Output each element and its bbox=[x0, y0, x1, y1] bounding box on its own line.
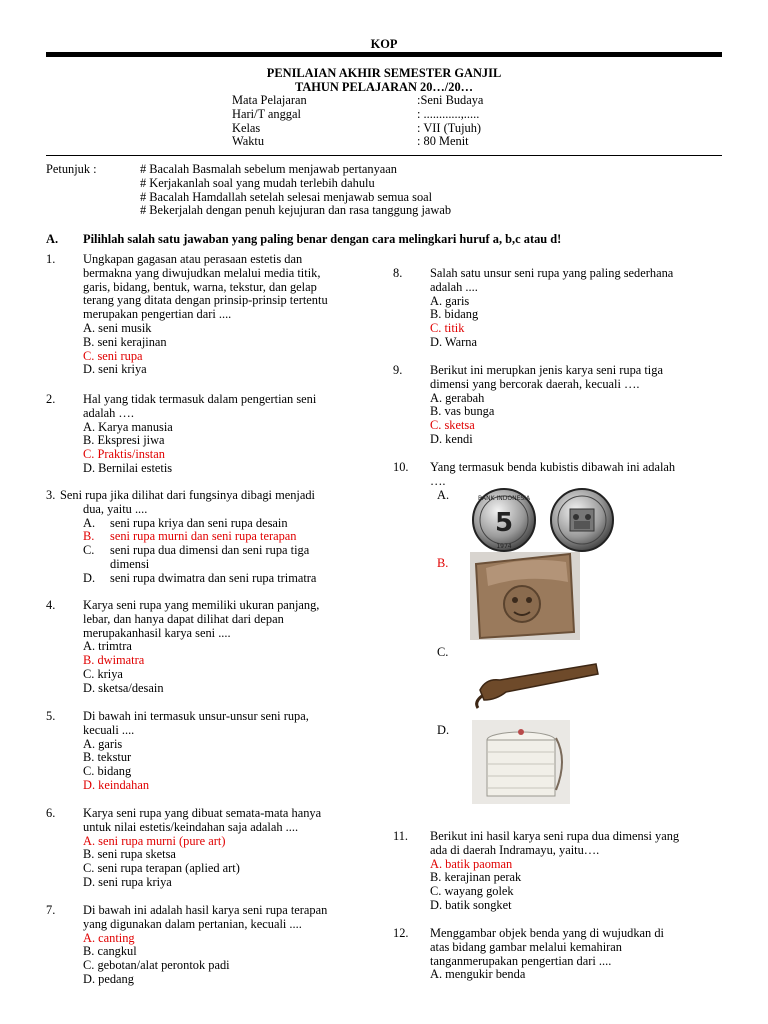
answer-option: B. kerajinan perak bbox=[430, 870, 522, 885]
question-stem-line: kecuali .... bbox=[83, 722, 135, 737]
answer-option: D. kendi bbox=[430, 432, 473, 446]
answer-option-letter: C. bbox=[83, 543, 95, 558]
coins-image bbox=[470, 487, 630, 553]
question-stem-line: Berikut ini merupkan jenis karya seni rupa tiga bbox=[430, 363, 663, 377]
answer-option: D. keindahan bbox=[83, 778, 150, 792]
answer-option: D. Bernilai estetis bbox=[83, 461, 173, 475]
question-stem-line: Karya seni rupa yang dibuat semata-mata hanya bbox=[83, 806, 322, 820]
answer-option: D. seni rupa kriya bbox=[83, 875, 172, 889]
question-stem-line: merupakanhasil karya seni .... bbox=[83, 625, 231, 640]
question-number: 8. bbox=[393, 266, 403, 280]
answer-option: C. wayang golek bbox=[430, 884, 514, 899]
kop-label: KOP bbox=[370, 37, 398, 51]
answer-option: B. vas bunga bbox=[430, 404, 495, 419]
answer-option: B. seni rupa sketsa bbox=[83, 847, 176, 862]
svg-text:1974: 1974 bbox=[496, 543, 512, 550]
question-stem-line: Di bawah ini adalah hasil karya seni rupa terapan bbox=[83, 903, 328, 917]
answer-option: B. Ekspresi jiwa bbox=[83, 433, 165, 448]
question-stem-line: atas bidang gambar melalui kemahiran bbox=[430, 939, 622, 954]
question-stem-line: ada di daerah Indramayu, yaitu…. bbox=[430, 842, 600, 857]
question-stem-line: adalah …. bbox=[83, 405, 134, 420]
section-instruction: Pilihlah salah satu jawaban yang paling benar dengan cara melingkari huruf a, b,c atau d! bbox=[83, 232, 562, 246]
question-stem-line: lebar, dan hanya dapat dilihat dari depan bbox=[83, 611, 284, 626]
answer-option-letter: B. bbox=[83, 529, 95, 544]
answer-option: C. seni rupa terapan (aplied art) bbox=[83, 861, 240, 876]
question-number: 5. bbox=[46, 709, 56, 723]
answer-option: C. bbox=[437, 644, 449, 659]
info-label: Kelas bbox=[232, 120, 261, 135]
info-label: Mata Pelajaran bbox=[232, 93, 307, 107]
info-value: :Seni Budaya bbox=[417, 93, 484, 107]
question-stem-line: Hal yang tidak termasuk dalam pengertian seni bbox=[83, 392, 317, 406]
question-stem-line: terang yang ditata dengan prinsip-prinsip tertentu bbox=[83, 293, 328, 308]
answer-option: D. sketsa/desain bbox=[83, 680, 164, 695]
question-stem-line: dimensi yang bercorak daerah, kecuali …. bbox=[430, 376, 640, 391]
answer-option: A. garis bbox=[430, 293, 470, 308]
answer-option: A. bbox=[437, 487, 450, 502]
instruction-item: # Kerjakanlah soal yang mudah terlebih dahulu bbox=[140, 175, 375, 190]
answer-option: D. bbox=[437, 722, 450, 737]
info-label: Hari/T anggal bbox=[232, 106, 301, 121]
question-number: 7. bbox=[46, 903, 56, 917]
question-stem-line: …. bbox=[430, 473, 446, 488]
answer-option: D. pedang bbox=[83, 972, 134, 986]
answer-option: B. cangkul bbox=[83, 944, 137, 959]
answer-option: D. Warna bbox=[430, 335, 477, 349]
info-value: : ............,..... bbox=[417, 106, 480, 121]
carved-wood-box-image bbox=[470, 552, 580, 640]
instruction-item: # Bekerjalah dengan penuh kejujuran dan rasa tanggung jawab bbox=[140, 203, 452, 218]
question-stem-line: untuk nilai estetis/keindahan saja adalah .... bbox=[83, 819, 299, 834]
question-number: 11. bbox=[393, 829, 409, 843]
question-number: 10. bbox=[393, 460, 409, 474]
question-stem-line: merupakan pengertian dari .... bbox=[83, 307, 232, 322]
answer-option: B. bidang bbox=[430, 307, 479, 322]
question-stem-line: garis, bidang, bentuk, warna, tekstur, dan gelap bbox=[83, 279, 317, 294]
question-number: 6. bbox=[46, 806, 56, 820]
answer-option: A. canting bbox=[83, 930, 135, 945]
answer-option: seni rupa dwimatra dan seni rupa trimatra bbox=[110, 570, 317, 585]
answer-option: A. garis bbox=[83, 736, 123, 751]
info-value: : VII (Tujuh) bbox=[417, 120, 482, 135]
question-number: 2. bbox=[46, 392, 56, 406]
question-stem-line: yang digunakan dalam pertanian, kecuali .... bbox=[83, 916, 302, 931]
question-stem-line: bermakna yang diwujudkan melalui media titik, bbox=[83, 265, 321, 280]
question-stem-line: tanganmerupakan pengertian dari .... bbox=[430, 953, 612, 968]
svg-text:BANK INDONESIA: BANK INDONESIA bbox=[477, 495, 531, 502]
answer-option: B. dwimatra bbox=[83, 653, 145, 668]
answer-option-letter: D. bbox=[83, 570, 96, 585]
question-number: 12. bbox=[393, 926, 409, 940]
wooden-tool-image bbox=[470, 656, 600, 712]
question-stem-line: dua, yaitu .... bbox=[83, 501, 148, 516]
instruction-item: # Bacalah Hamdallah setelah selesai menjawab semua soal bbox=[140, 189, 433, 204]
answer-option-letter: A. bbox=[83, 515, 96, 530]
answer-option: D. seni kriya bbox=[83, 362, 147, 377]
answer-option: C. bidang bbox=[83, 764, 132, 779]
answer-option: C. seni rupa bbox=[83, 348, 143, 363]
answer-option: A. seni musik bbox=[83, 321, 152, 335]
answer-option: seni rupa murni dan seni rupa terapan bbox=[110, 529, 297, 544]
instruction-item: # Bacalah Basmalah sebelum menjawab pertanyaan bbox=[140, 162, 398, 176]
answer-option: C. gebotan/alat perontok padi bbox=[83, 958, 230, 973]
answer-option: A. trimtra bbox=[83, 639, 132, 654]
svg-text:5: 5 bbox=[494, 508, 514, 538]
answer-option: B. bbox=[437, 555, 449, 570]
question-number: 4. bbox=[46, 598, 56, 612]
question-stem-line: Yang termasuk benda kubistis dibawah ini adalah bbox=[430, 460, 676, 474]
question-stem-line: Ungkapan gagasan atau perasaan estetis dan bbox=[83, 252, 303, 266]
header-thick-rule bbox=[46, 52, 722, 57]
answer-option: C. kriya bbox=[83, 667, 123, 681]
header-thin-rule bbox=[46, 155, 722, 156]
answer-option: A. mengukir benda bbox=[430, 967, 526, 982]
answer-option: D. batik songket bbox=[430, 898, 512, 912]
question-stem-line: Menggambar objek benda yang di wujudkan di bbox=[430, 926, 664, 940]
question-stem-line: Seni rupa jika dilihat dari fungsinya dibagi menjadi bbox=[60, 488, 315, 502]
answer-option: A. batik paoman bbox=[430, 856, 513, 871]
answer-option: A. gerabah bbox=[430, 390, 485, 405]
info-value: : 80 Menit bbox=[417, 134, 469, 149]
question-stem-line: Berikut ini hasil karya seni rupa dua dimensi yang bbox=[430, 829, 680, 843]
exam-title: PENILAIAN AKHIR SEMESTER GANJIL bbox=[266, 66, 502, 80]
info-label: Waktu bbox=[232, 134, 265, 149]
answer-option: C. titik bbox=[430, 321, 465, 336]
question-stem-line: Di bawah ini termasuk unsur-unsur seni rupa, bbox=[83, 709, 309, 723]
question-stem-line: Salah satu unsur seni rupa yang paling sederhana bbox=[430, 266, 674, 280]
answer-option: C. sketsa bbox=[430, 418, 475, 433]
question-number: 3. bbox=[46, 488, 56, 502]
answer-option: C. Praktis/instan bbox=[83, 447, 165, 462]
instructions-label: Petunjuk : bbox=[46, 162, 97, 176]
answer-option: A. Karya manusia bbox=[83, 419, 173, 434]
answer-option: B. tekstur bbox=[83, 750, 132, 765]
question-number: 1. bbox=[46, 252, 56, 266]
question-number: 9. bbox=[393, 363, 403, 377]
answer-option: seni rupa kriya dan seni rupa desain bbox=[110, 515, 288, 530]
answer-option: seni rupa dua dimensi dan seni rupa tiga bbox=[110, 543, 310, 558]
answer-option: dimensi bbox=[110, 557, 150, 571]
question-stem-line: Karya seni rupa yang memiliki ukuran panjang, bbox=[83, 598, 320, 612]
academic-year: TAHUN PELAJARAN 20…/20… bbox=[294, 80, 474, 94]
section-letter: A. bbox=[46, 232, 59, 246]
answer-option: B. seni kerajinan bbox=[83, 334, 167, 349]
question-stem-line: adalah .... bbox=[430, 279, 478, 294]
woven-basket-image bbox=[472, 720, 570, 804]
answer-option: A. seni rupa murni (pure art) bbox=[83, 833, 226, 848]
